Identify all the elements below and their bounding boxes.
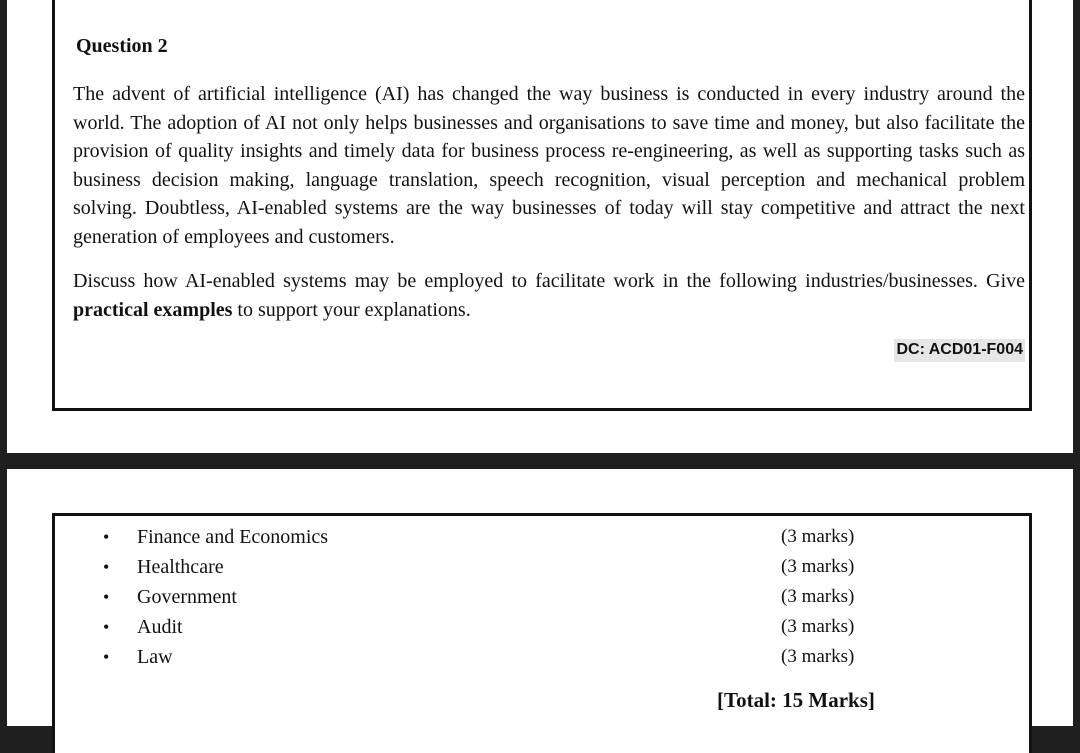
instruction-emphasis: practical examples [73,299,233,321]
page-bottom [7,469,1073,726]
item-label: Finance and Economics [137,526,329,548]
total-marks: [Total: 15 Marks] [717,688,875,712]
item-marks: (3 marks) [781,556,855,577]
question-box [52,0,1032,411]
items-box [52,513,1032,753]
item-marks: (3 marks) [781,646,855,667]
bullet-icon: • [103,557,110,577]
list-item [55,522,1029,552]
document-code: DC: ACD01-F004 [894,339,1025,362]
list-item [55,552,1029,582]
page-top [7,0,1073,453]
instruction-text-start: Discuss how AI-enabled systems may be employed to facilitate work in the following industries/businesses. Give [73,270,1025,292]
bullet-icon: • [103,647,110,667]
list-item [55,642,1029,672]
item-marks: (3 marks) [781,526,855,547]
bullet-icon: • [103,587,110,607]
item-label: Audit [137,616,183,638]
instruction-text-end: to support your explanations. [232,299,471,321]
item-label: Law [137,646,173,668]
item-marks: (3 marks) [781,586,855,607]
bullet-icon: • [103,617,110,637]
industry-list [55,522,1029,672]
question-paragraph-intro: The advent of artificial intelligence (AI) has changed the way business is conducted in every industry around the world. The adoption of AI not only helps businesses and organisations to save time and money, but also facilitate the provision of quality insights and timely data for business process re-engineering, as well as supporting tasks such as business decision making, language translation, speech recognition, visual perception and mechanical problem solving. Doubtless, AI-enabled systems are the way businesses of today will stay competitive and attract the next generation of employees and customers. [73,83,1025,248]
question-paragraph-instruction [73,267,1025,325]
bullet-icon: • [103,527,110,547]
list-item [55,612,1029,642]
list-item [55,582,1029,612]
item-marks: (3 marks) [781,616,855,637]
item-label: Government [137,586,237,608]
question-title: Question 2 [76,35,168,57]
item-label: Healthcare [137,556,224,578]
